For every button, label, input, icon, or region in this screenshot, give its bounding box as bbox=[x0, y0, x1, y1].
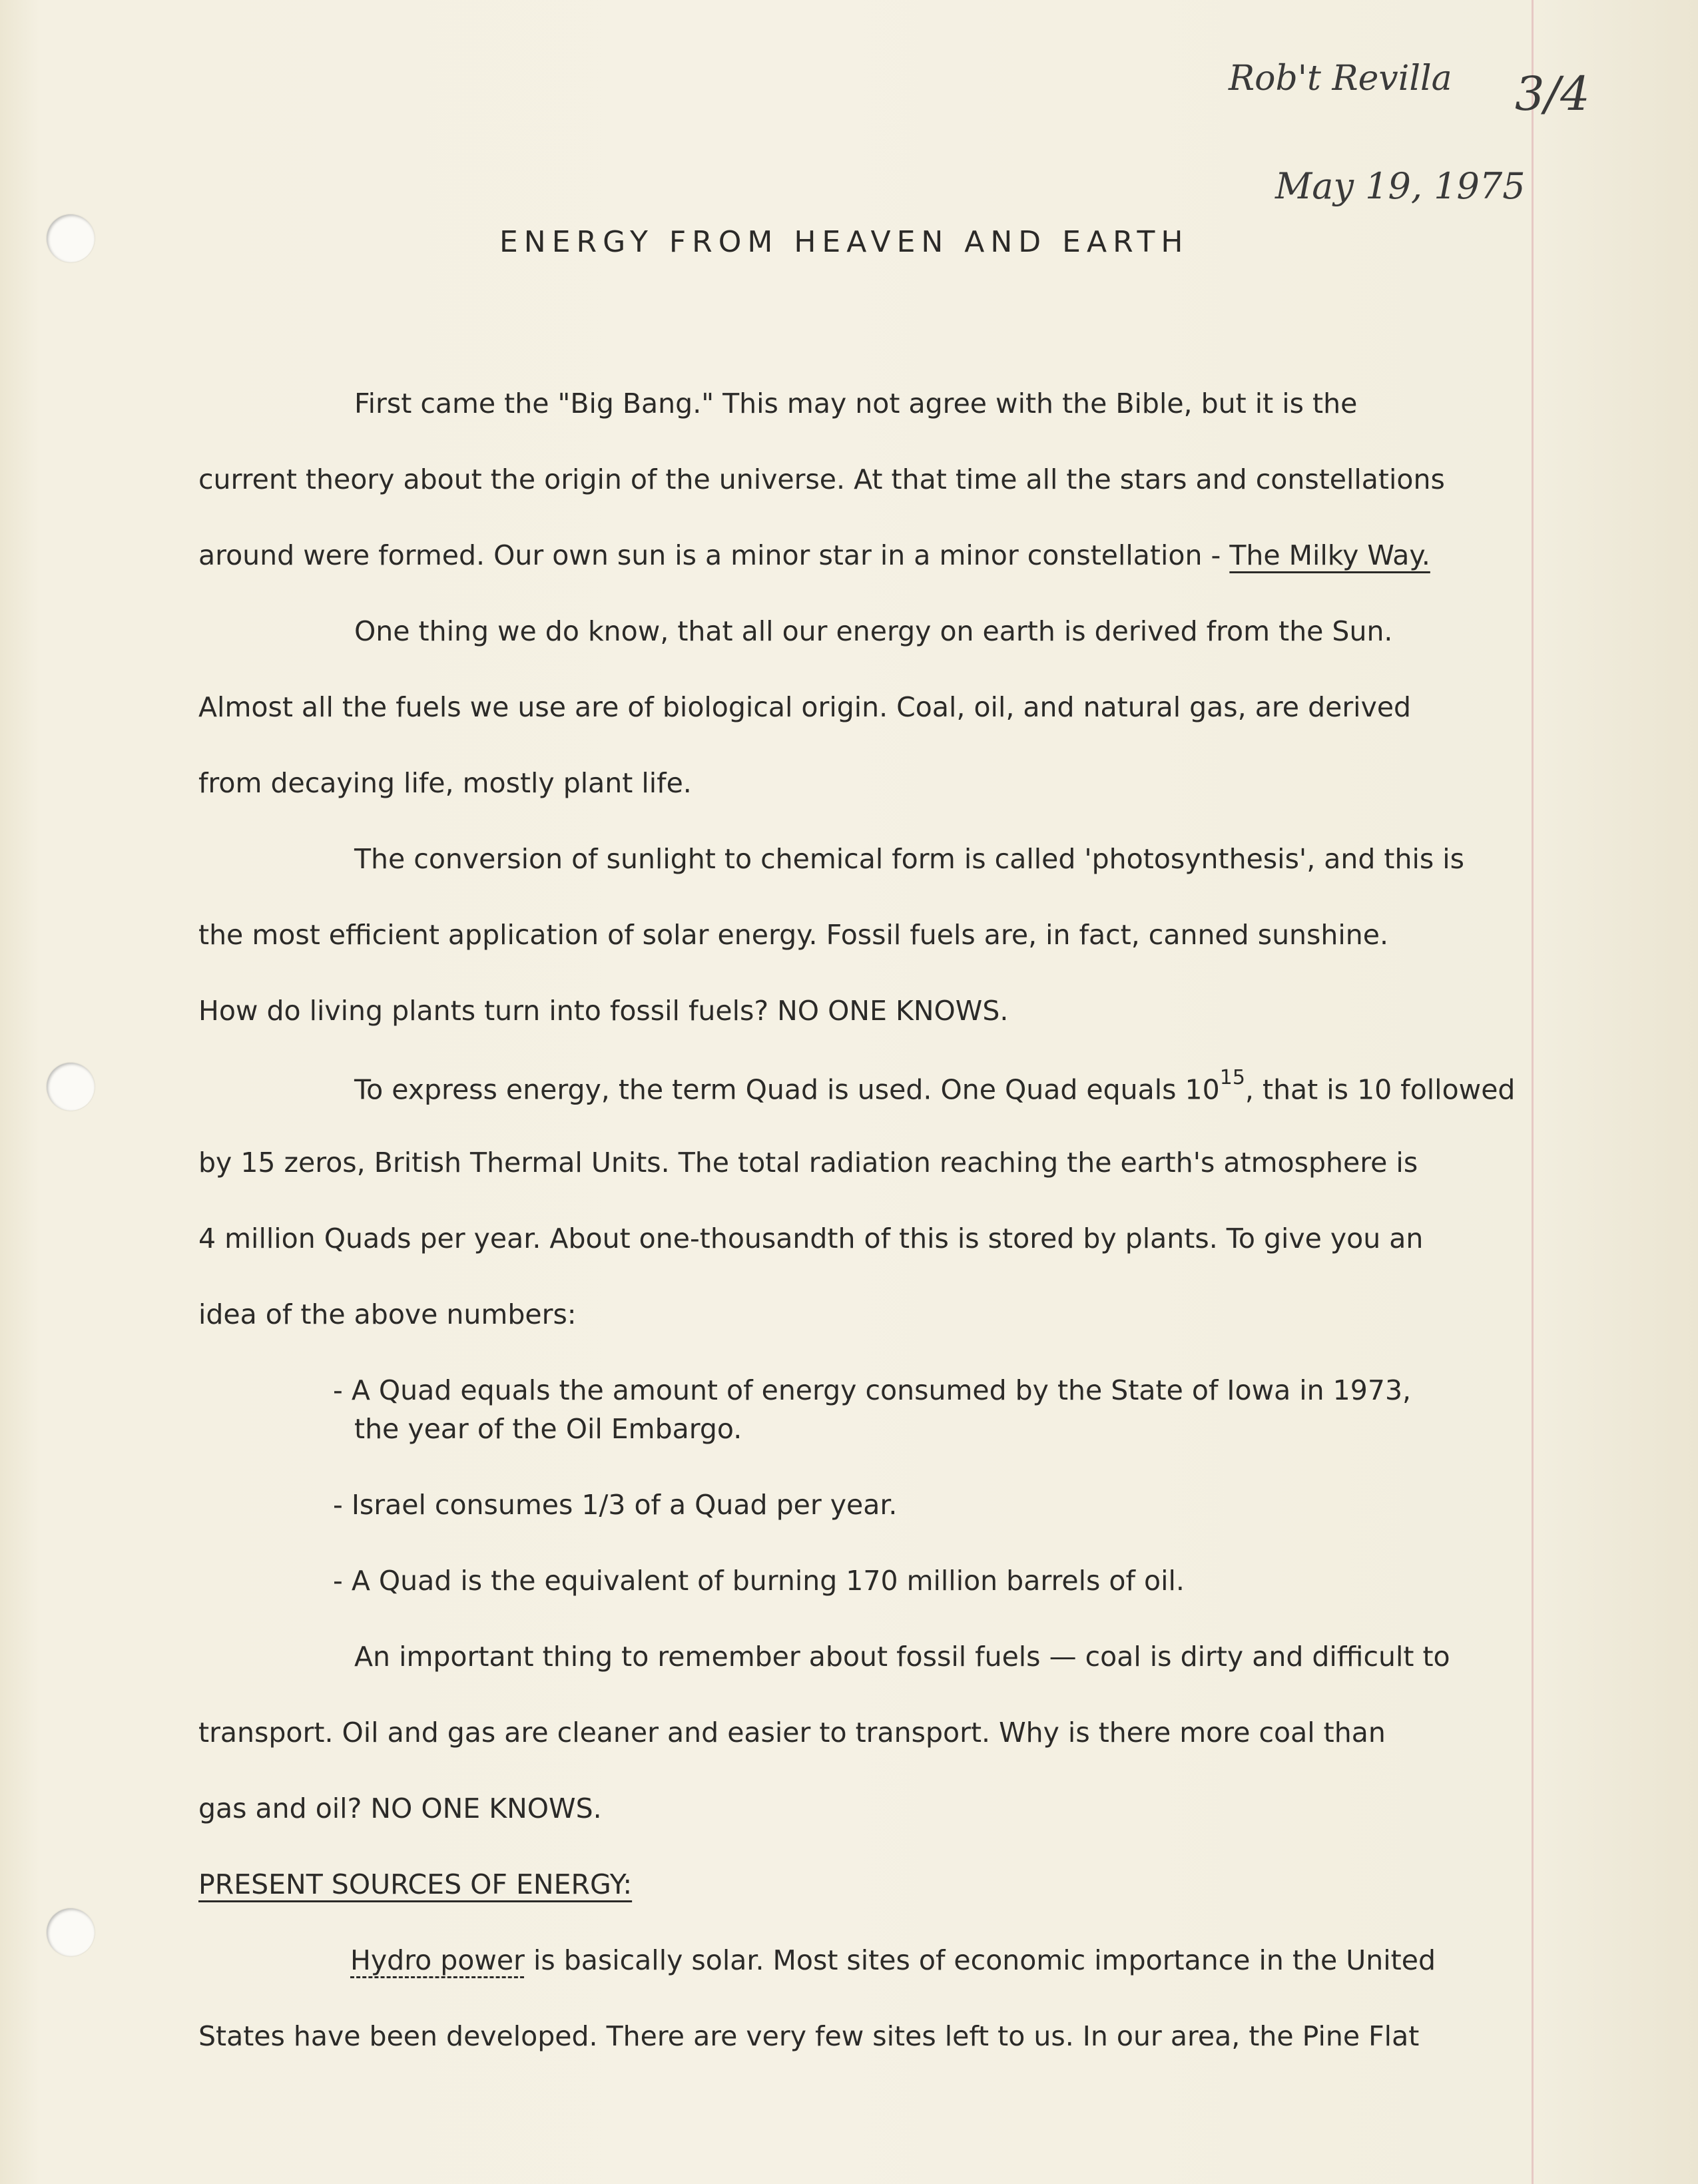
text-line: An important thing to remember about fossil fuels — coal is dirty and difficult to bbox=[354, 1641, 1450, 1673]
text-line: States have been developed. There are very few sites left to us. In our area, the Pine Flat bbox=[198, 2020, 1420, 2052]
handwritten-date: May 19, 1975 bbox=[1275, 165, 1526, 207]
handwritten-author: Rob't Revilla bbox=[1229, 59, 1452, 99]
text-line bbox=[354, 1066, 1516, 1106]
document-title: ENERGY FROM HEAVEN AND EARTH bbox=[499, 225, 1189, 259]
text-line bbox=[350, 1944, 1436, 1976]
bullet-item: - Israel consumes 1/3 of a Quad per year. bbox=[333, 1489, 898, 1521]
bullet-continuation: the year of the Oil Embargo. bbox=[354, 1413, 742, 1445]
bullet-item: - A Quad is the equivalent of burning 170 million barrels of oil. bbox=[333, 1565, 1185, 1597]
text-line: current theory about the origin of the universe. At that time all the stars and constellations bbox=[198, 463, 1445, 495]
text-line: One thing we do know, that all our energy on earth is derived from the Sun. bbox=[354, 615, 1393, 647]
punch-hole-bottom bbox=[47, 1908, 95, 1956]
text-line: from decaying life, mostly plant life. bbox=[198, 767, 692, 799]
text-segment: , that is 10 followed bbox=[1245, 1073, 1516, 1106]
bullet-item: - A Quad equals the amount of energy consumed by the State of Iowa in 1973, bbox=[333, 1374, 1412, 1406]
text-segment: is basically solar. Most sites of economic importance in the United bbox=[524, 1944, 1436, 1976]
text-line: Almost all the fuels we use are of biological origin. Coal, oil, and natural gas, are derived bbox=[198, 691, 1412, 723]
section-heading: PRESENT SOURCES OF ENERGY: bbox=[198, 1868, 633, 1900]
handwritten-page-number: 3/4 bbox=[1515, 67, 1590, 121]
hydro-power-underlined: Hydro power bbox=[350, 1944, 525, 1976]
text-segment: To express energy, the term Quad is used. One Quad equals 10 bbox=[354, 1073, 1220, 1106]
punch-hole-top bbox=[47, 214, 95, 262]
text-line: How do living plants turn into fossil fuels? NO ONE KNOWS. bbox=[198, 995, 1009, 1027]
text-line: The conversion of sunlight to chemical form is called 'photosynthesis', and this is bbox=[354, 843, 1465, 875]
text-line bbox=[198, 539, 1430, 571]
text-line: transport. Oil and gas are cleaner and easier to transport. Why is there more coal than bbox=[198, 1717, 1386, 1749]
text-line: 4 million Quads per year. About one-thousandth of this is stored by plants. To give you an bbox=[198, 1223, 1424, 1254]
exponent: 15 bbox=[1219, 1066, 1245, 1089]
text-line: idea of the above numbers: bbox=[198, 1298, 577, 1330]
margin-rule bbox=[1532, 0, 1534, 2184]
punch-hole-middle bbox=[47, 1063, 95, 1111]
text-segment: around were formed. Our own sun is a minor star in a minor constellation - bbox=[198, 539, 1230, 571]
text-line: the most efficient application of solar energy. Fossil fuels are, in fact, canned sunshine. bbox=[198, 919, 1389, 951]
text-line: First came the "Big Bang." This may not agree with the Bible, but it is the bbox=[354, 388, 1358, 419]
milky-way-underlined: The Milky Way. bbox=[1229, 539, 1430, 571]
text-line: gas and oil? NO ONE KNOWS. bbox=[198, 1792, 602, 1824]
text-line: by 15 zeros, British Thermal Units. The total radiation reaching the earth's atmosphere is bbox=[198, 1147, 1418, 1179]
